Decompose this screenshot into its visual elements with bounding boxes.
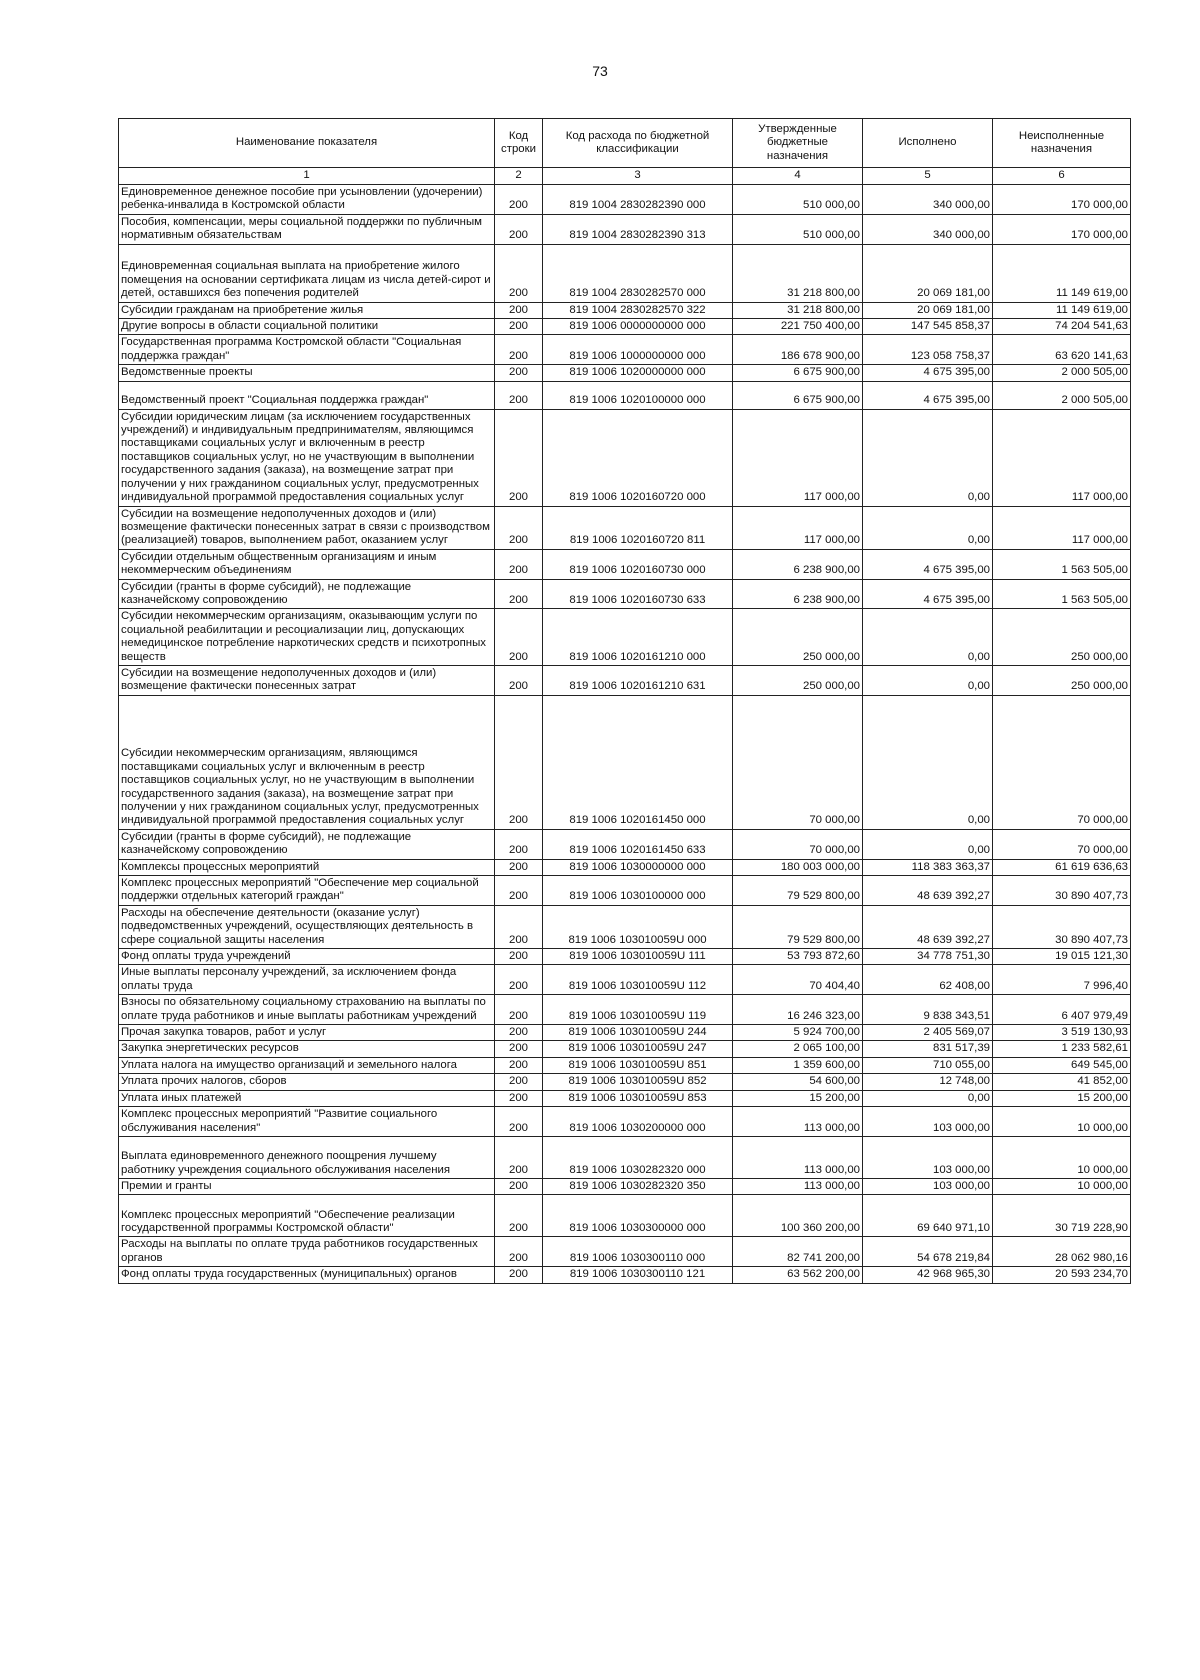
- line-code-cell: 200: [495, 609, 543, 666]
- executed-amount-cell: 0,00: [863, 506, 993, 549]
- approved-amount-cell: 15 200,00: [733, 1090, 863, 1106]
- table-row: [119, 965, 1131, 995]
- approved-amount-cell: 113 000,00: [733, 1178, 863, 1194]
- unexecuted-amount-cell: 20 593 234,70: [993, 1267, 1131, 1283]
- budget-code-cell: 819 1006 1030300110 121: [543, 1267, 733, 1283]
- unexecuted-amount-cell: 10 000,00: [993, 1178, 1131, 1194]
- approved-amount-cell: 16 246 323,00: [733, 995, 863, 1025]
- indicator-name-cell: Уплата прочих налогов, сборов: [119, 1074, 495, 1090]
- approved-amount-cell: 31 218 800,00: [733, 302, 863, 318]
- budget-code-cell: 819 1006 1020160730 633: [543, 579, 733, 609]
- line-code-cell: 200: [495, 859, 543, 875]
- line-code-cell: 200: [495, 665, 543, 695]
- executed-amount-cell: 0,00: [863, 665, 993, 695]
- unexecuted-amount-cell: 11 149 619,00: [993, 302, 1131, 318]
- budget-code-cell: 819 1006 1020161450 000: [543, 695, 733, 829]
- indicator-name-cell: Субсидии на возмещение недополученных доходов и (или) возмещение фактически понесенных затрат: [119, 665, 495, 695]
- line-code-cell: 200: [495, 1074, 543, 1090]
- executed-amount-cell: 62 408,00: [863, 965, 993, 995]
- executed-amount-cell: 12 748,00: [863, 1074, 993, 1090]
- approved-amount-cell: 113 000,00: [733, 1136, 863, 1178]
- indicator-name-cell: Пособия, компенсации, меры социальной поддержки по публичным нормативным обязательствам: [119, 214, 495, 244]
- unexecuted-amount-cell: 30 719 228,90: [993, 1195, 1131, 1237]
- approved-amount-cell: 510 000,00: [733, 185, 863, 215]
- header-line-code: Код строки: [495, 119, 543, 168]
- header-budget-classification-code: Код расхода по бюджетной классификации: [543, 119, 733, 168]
- table-row: [119, 609, 1131, 666]
- approved-amount-cell: 31 218 800,00: [733, 244, 863, 302]
- approved-amount-cell: 221 750 400,00: [733, 319, 863, 335]
- line-code-cell: 200: [495, 214, 543, 244]
- table-row: [119, 1074, 1131, 1090]
- unexecuted-amount-cell: 1 563 505,00: [993, 549, 1131, 579]
- table-row: [119, 185, 1131, 215]
- table-row: [119, 905, 1131, 948]
- table-row: [119, 1025, 1131, 1041]
- table-row: [119, 695, 1131, 829]
- executed-amount-cell: 103 000,00: [863, 1178, 993, 1194]
- table-row: [119, 244, 1131, 302]
- executed-amount-cell: 4 675 395,00: [863, 579, 993, 609]
- column-number: 3: [543, 168, 733, 185]
- executed-amount-cell: 0,00: [863, 1090, 993, 1106]
- line-code-cell: 200: [495, 1237, 543, 1267]
- executed-amount-cell: 4 675 395,00: [863, 365, 993, 381]
- budget-code-cell: 819 1004 2830282570 322: [543, 302, 733, 318]
- table-row: [119, 665, 1131, 695]
- unexecuted-amount-cell: 117 000,00: [993, 506, 1131, 549]
- indicator-name-cell: Комплекс процессных мероприятий "Обеспечение мер социальной поддержки отдельных категорий граждан": [119, 876, 495, 906]
- budget-code-cell: 819 1006 1020160720 000: [543, 409, 733, 506]
- approved-amount-cell: 6 675 900,00: [733, 381, 863, 409]
- indicator-name-cell: Комплекс процессных мероприятий "Развитие социального обслуживания населения": [119, 1107, 495, 1137]
- indicator-name-cell: Взносы по обязательному социальному страхованию на выплаты по оплате труда работников и иные выплаты работникам учреждений: [119, 995, 495, 1025]
- unexecuted-amount-cell: 70 000,00: [993, 695, 1131, 829]
- approved-amount-cell: 79 529 800,00: [733, 905, 863, 948]
- line-code-cell: 200: [495, 1178, 543, 1194]
- budget-code-cell: 819 1006 1020100000 000: [543, 381, 733, 409]
- budget-code-cell: 819 1006 103010059U 000: [543, 905, 733, 948]
- unexecuted-amount-cell: 1 563 505,00: [993, 579, 1131, 609]
- budget-code-cell: 819 1006 103010059U 853: [543, 1090, 733, 1106]
- executed-amount-cell: 48 639 392,27: [863, 876, 993, 906]
- unexecuted-amount-cell: 30 890 407,73: [993, 876, 1131, 906]
- column-number: 6: [993, 168, 1131, 185]
- line-code-cell: 200: [495, 335, 543, 365]
- budget-code-cell: 819 1006 1020161210 000: [543, 609, 733, 666]
- unexecuted-amount-cell: 170 000,00: [993, 214, 1131, 244]
- line-code-cell: 200: [495, 1025, 543, 1041]
- approved-amount-cell: 113 000,00: [733, 1107, 863, 1137]
- header-row: [119, 119, 1131, 168]
- approved-amount-cell: 70 000,00: [733, 829, 863, 859]
- approved-amount-cell: 70 000,00: [733, 695, 863, 829]
- executed-amount-cell: 118 383 363,37: [863, 859, 993, 875]
- budget-code-cell: 819 1006 1020160730 000: [543, 549, 733, 579]
- table-row: [119, 1041, 1131, 1057]
- approved-amount-cell: 70 404,40: [733, 965, 863, 995]
- indicator-name-cell: Фонд оплаты труда учреждений: [119, 949, 495, 965]
- indicator-name-cell: Субсидии отдельным общественным организациям и иным некоммерческим объединениям: [119, 549, 495, 579]
- column-number: 1: [119, 168, 495, 185]
- header-executed: Исполнено: [863, 119, 993, 168]
- approved-amount-cell: 5 924 700,00: [733, 1025, 863, 1041]
- budget-code-cell: 819 1006 1030300000 000: [543, 1195, 733, 1237]
- table-row: [119, 859, 1131, 875]
- table-row: [119, 1267, 1131, 1283]
- budget-code-cell: 819 1006 103010059U 851: [543, 1057, 733, 1073]
- table-row: [119, 1057, 1131, 1073]
- executed-amount-cell: 2 405 569,07: [863, 1025, 993, 1041]
- line-code-cell: 200: [495, 1057, 543, 1073]
- budget-code-cell: 819 1006 103010059U 244: [543, 1025, 733, 1041]
- approved-amount-cell: 250 000,00: [733, 609, 863, 666]
- line-code-cell: 200: [495, 365, 543, 381]
- budget-code-cell: 819 1006 1020160720 811: [543, 506, 733, 549]
- executed-amount-cell: 710 055,00: [863, 1057, 993, 1073]
- table-row: [119, 1090, 1131, 1106]
- indicator-name-cell: Уплата иных платежей: [119, 1090, 495, 1106]
- approved-amount-cell: 250 000,00: [733, 665, 863, 695]
- approved-amount-cell: 6 238 900,00: [733, 579, 863, 609]
- unexecuted-amount-cell: 170 000,00: [993, 185, 1131, 215]
- table-row: [119, 1136, 1131, 1178]
- indicator-name-cell: Единовременное денежное пособие при усыновлении (удочерении) ребенка-инвалида в Костромской области: [119, 185, 495, 215]
- approved-amount-cell: 1 359 600,00: [733, 1057, 863, 1073]
- table-row: [119, 302, 1131, 318]
- line-code-cell: 200: [495, 695, 543, 829]
- executed-amount-cell: 0,00: [863, 609, 993, 666]
- line-code-cell: 200: [495, 381, 543, 409]
- unexecuted-amount-cell: 61 619 636,63: [993, 859, 1131, 875]
- table-row: [119, 949, 1131, 965]
- indicator-name-cell: Ведомственный проект "Социальная поддержка граждан": [119, 381, 495, 409]
- page-number: 73: [592, 63, 608, 79]
- budget-code-cell: 819 1006 103010059U 247: [543, 1041, 733, 1057]
- approved-amount-cell: 79 529 800,00: [733, 876, 863, 906]
- indicator-name-cell: Выплата единовременного денежного поощрения лучшему работнику учреждения социального обслуживания населения: [119, 1136, 495, 1178]
- line-code-cell: 200: [495, 409, 543, 506]
- line-code-cell: 200: [495, 1267, 543, 1283]
- line-code-cell: 200: [495, 1090, 543, 1106]
- indicator-name-cell: Иные выплаты персоналу учреждений, за исключением фонда оплаты труда: [119, 965, 495, 995]
- unexecuted-amount-cell: 7 996,40: [993, 965, 1131, 995]
- table-row: [119, 365, 1131, 381]
- indicator-name-cell: Расходы на выплаты по оплате труда работников государственных органов: [119, 1237, 495, 1267]
- approved-amount-cell: 180 003 000,00: [733, 859, 863, 875]
- approved-amount-cell: 117 000,00: [733, 409, 863, 506]
- indicator-name-cell: Субсидии (гранты в форме субсидий), не подлежащие казначейскому сопровождению: [119, 579, 495, 609]
- line-code-cell: 200: [495, 949, 543, 965]
- line-code-cell: 200: [495, 244, 543, 302]
- unexecuted-amount-cell: 250 000,00: [993, 665, 1131, 695]
- indicator-name-cell: Единовременная социальная выплата на приобретение жилого помещения на основании сертификата лицам из числа детей-сирот и детей, оставшихся без попечения родителей: [119, 244, 495, 302]
- executed-amount-cell: 831 517,39: [863, 1041, 993, 1057]
- budget-code-cell: 819 1006 1020161210 631: [543, 665, 733, 695]
- table-row: [119, 876, 1131, 906]
- executed-amount-cell: 103 000,00: [863, 1107, 993, 1137]
- executed-amount-cell: 20 069 181,00: [863, 302, 993, 318]
- table-row: [119, 995, 1131, 1025]
- executed-amount-cell: 20 069 181,00: [863, 244, 993, 302]
- budget-code-cell: 819 1004 2830282570 000: [543, 244, 733, 302]
- table-row: [119, 1107, 1131, 1137]
- line-code-cell: 200: [495, 965, 543, 995]
- line-code-cell: 200: [495, 829, 543, 859]
- unexecuted-amount-cell: 19 015 121,30: [993, 949, 1131, 965]
- executed-amount-cell: 4 675 395,00: [863, 381, 993, 409]
- approved-amount-cell: 6 238 900,00: [733, 549, 863, 579]
- indicator-name-cell: Субсидии некоммерческим организациям, оказывающим услуги по социальной реабилитации и ресоциализации лиц, допускающих немедицинское потребление наркотических средств и психотропных веществ: [119, 609, 495, 666]
- budget-code-cell: 819 1006 1030000000 000: [543, 859, 733, 875]
- indicator-name-cell: Субсидии (гранты в форме субсидий), не подлежащие казначейскому сопровождению: [119, 829, 495, 859]
- line-code-cell: 200: [495, 995, 543, 1025]
- indicator-name-cell: Субсидии юридическим лицам (за исключением государственных учреждений) и индивидуальным предпринимателям, являющимся поставщиками социальных услуг и включенным в реестр поставщиков социальных услуг, но не участвующим в выполнении государственного задания (заказа), на возмещение затрат при получении у них гражданином социальных услуг, предусмотренных индивидуальной программой предоставления социальных услуг: [119, 409, 495, 506]
- budget-code-cell: 819 1006 1020000000 000: [543, 365, 733, 381]
- table-row: [119, 409, 1131, 506]
- table-row: [119, 579, 1131, 609]
- indicator-name-cell: Фонд оплаты труда государственных (муниципальных) органов: [119, 1267, 495, 1283]
- unexecuted-amount-cell: 28 062 980,16: [993, 1237, 1131, 1267]
- approved-amount-cell: 82 741 200,00: [733, 1237, 863, 1267]
- budget-code-cell: 819 1006 1030300110 000: [543, 1237, 733, 1267]
- line-code-cell: 200: [495, 1107, 543, 1137]
- budget-code-cell: 819 1006 103010059U 119: [543, 995, 733, 1025]
- budget-code-cell: 819 1004 2830282390 000: [543, 185, 733, 215]
- table-row: [119, 1178, 1131, 1194]
- column-number: 4: [733, 168, 863, 185]
- column-number-row: [119, 168, 1131, 185]
- table-row: [119, 381, 1131, 409]
- line-code-cell: 200: [495, 506, 543, 549]
- column-number: 5: [863, 168, 993, 185]
- unexecuted-amount-cell: 649 545,00: [993, 1057, 1131, 1073]
- column-number: 2: [495, 168, 543, 185]
- indicator-name-cell: Государственная программа Костромской области "Социальная поддержка граждан": [119, 335, 495, 365]
- approved-amount-cell: 63 562 200,00: [733, 1267, 863, 1283]
- executed-amount-cell: 54 678 219,84: [863, 1237, 993, 1267]
- unexecuted-amount-cell: 1 233 582,61: [993, 1041, 1131, 1057]
- unexecuted-amount-cell: 74 204 541,63: [993, 319, 1131, 335]
- unexecuted-amount-cell: 15 200,00: [993, 1090, 1131, 1106]
- line-code-cell: 200: [495, 579, 543, 609]
- approved-amount-cell: 2 065 100,00: [733, 1041, 863, 1057]
- unexecuted-amount-cell: 2 000 505,00: [993, 365, 1131, 381]
- executed-amount-cell: 103 000,00: [863, 1136, 993, 1178]
- approved-amount-cell: 54 600,00: [733, 1074, 863, 1090]
- indicator-name-cell: Прочая закупка товаров, работ и услуг: [119, 1025, 495, 1041]
- indicator-name-cell: Расходы на обеспечение деятельности (оказание услуг) подведомственных учреждений, осуществляющих деятельность в сфере социальной защиты населения: [119, 905, 495, 948]
- indicator-name-cell: Субсидии на возмещение недополученных доходов и (или) возмещение фактически понесенных затрат в связи с производством (реализацией) товаров, выполнением работ, оказанием услуг: [119, 506, 495, 549]
- indicator-name-cell: Уплата налога на имущество организаций и земельного налога: [119, 1057, 495, 1073]
- budget-code-cell: 819 1006 1020161450 633: [543, 829, 733, 859]
- budget-code-cell: 819 1006 103010059U 852: [543, 1074, 733, 1090]
- executed-amount-cell: 147 545 858,37: [863, 319, 993, 335]
- executed-amount-cell: 123 058 758,37: [863, 335, 993, 365]
- budget-execution-table: [118, 118, 1131, 1284]
- indicator-name-cell: Субсидии гражданам на приобретение жилья: [119, 302, 495, 318]
- unexecuted-amount-cell: 117 000,00: [993, 409, 1131, 506]
- budget-code-cell: 819 1006 1030282320 000: [543, 1136, 733, 1178]
- executed-amount-cell: 340 000,00: [863, 214, 993, 244]
- executed-amount-cell: 34 778 751,30: [863, 949, 993, 965]
- table-row: [119, 335, 1131, 365]
- approved-amount-cell: 186 678 900,00: [733, 335, 863, 365]
- executed-amount-cell: 0,00: [863, 409, 993, 506]
- executed-amount-cell: 42 968 965,30: [863, 1267, 993, 1283]
- unexecuted-amount-cell: 70 000,00: [993, 829, 1131, 859]
- line-code-cell: 200: [495, 1041, 543, 1057]
- unexecuted-amount-cell: 10 000,00: [993, 1136, 1131, 1178]
- indicator-name-cell: Другие вопросы в области социальной политики: [119, 319, 495, 335]
- budget-code-cell: 819 1006 103010059U 111: [543, 949, 733, 965]
- table-row: [119, 549, 1131, 579]
- line-code-cell: 200: [495, 1195, 543, 1237]
- unexecuted-amount-cell: 6 407 979,49: [993, 995, 1131, 1025]
- budget-code-cell: 819 1004 2830282390 313: [543, 214, 733, 244]
- indicator-name-cell: Субсидии некоммерческим организациям, являющимся поставщиками социальных услуг и включенным в реестр поставщиков социальных услуг, но не участвующим в выполнении государственного задания (заказа), на возмещение затрат при получении у них гражданином социальных услуг, предусмотренных индивидуальной программой предоставления социальных услуг: [119, 695, 495, 829]
- budget-code-cell: 819 1006 1030200000 000: [543, 1107, 733, 1137]
- approved-amount-cell: 53 793 872,60: [733, 949, 863, 965]
- budget-code-cell: 819 1006 1030282320 350: [543, 1178, 733, 1194]
- table-body: [119, 185, 1131, 1284]
- budget-code-cell: 819 1006 1030100000 000: [543, 876, 733, 906]
- table-row: [119, 1237, 1131, 1267]
- executed-amount-cell: 69 640 971,10: [863, 1195, 993, 1237]
- unexecuted-amount-cell: 2 000 505,00: [993, 381, 1131, 409]
- line-code-cell: 200: [495, 185, 543, 215]
- table-row: [119, 214, 1131, 244]
- line-code-cell: 200: [495, 905, 543, 948]
- executed-amount-cell: 340 000,00: [863, 185, 993, 215]
- table-row: [119, 1195, 1131, 1237]
- table-row: [119, 829, 1131, 859]
- indicator-name-cell: Закупка энергетических ресурсов: [119, 1041, 495, 1057]
- unexecuted-amount-cell: 30 890 407,73: [993, 905, 1131, 948]
- approved-amount-cell: 510 000,00: [733, 214, 863, 244]
- line-code-cell: 200: [495, 1136, 543, 1178]
- indicator-name-cell: Ведомственные проекты: [119, 365, 495, 381]
- approved-amount-cell: 117 000,00: [733, 506, 863, 549]
- executed-amount-cell: 4 675 395,00: [863, 549, 993, 579]
- indicator-name-cell: Премии и гранты: [119, 1178, 495, 1194]
- executed-amount-cell: 0,00: [863, 829, 993, 859]
- indicator-name-cell: Комплекс процессных мероприятий "Обеспечение реализации государственной программы Костромской области": [119, 1195, 495, 1237]
- unexecuted-amount-cell: 10 000,00: [993, 1107, 1131, 1137]
- executed-amount-cell: 9 838 343,51: [863, 995, 993, 1025]
- line-code-cell: 200: [495, 319, 543, 335]
- executed-amount-cell: 0,00: [863, 695, 993, 829]
- approved-amount-cell: 6 675 900,00: [733, 365, 863, 381]
- budget-code-cell: 819 1006 1000000000 000: [543, 335, 733, 365]
- unexecuted-amount-cell: 250 000,00: [993, 609, 1131, 666]
- unexecuted-amount-cell: 63 620 141,63: [993, 335, 1131, 365]
- unexecuted-amount-cell: 41 852,00: [993, 1074, 1131, 1090]
- executed-amount-cell: 48 639 392,27: [863, 905, 993, 948]
- budget-code-cell: 819 1006 0000000000 000: [543, 319, 733, 335]
- approved-amount-cell: 100 360 200,00: [733, 1195, 863, 1237]
- budget-code-cell: 819 1006 103010059U 112: [543, 965, 733, 995]
- header-indicator-name: Наименование показателя: [119, 119, 495, 168]
- unexecuted-amount-cell: 3 519 130,93: [993, 1025, 1131, 1041]
- table-row: [119, 319, 1131, 335]
- header-approved-assignments: Утвержденные бюджетные назначения: [733, 119, 863, 168]
- line-code-cell: 200: [495, 549, 543, 579]
- line-code-cell: 200: [495, 302, 543, 318]
- line-code-cell: 200: [495, 876, 543, 906]
- header-unexecuted-assignments: Неисполненные назначения: [993, 119, 1131, 168]
- unexecuted-amount-cell: 11 149 619,00: [993, 244, 1131, 302]
- indicator-name-cell: Комплексы процессных мероприятий: [119, 859, 495, 875]
- table-row: [119, 506, 1131, 549]
